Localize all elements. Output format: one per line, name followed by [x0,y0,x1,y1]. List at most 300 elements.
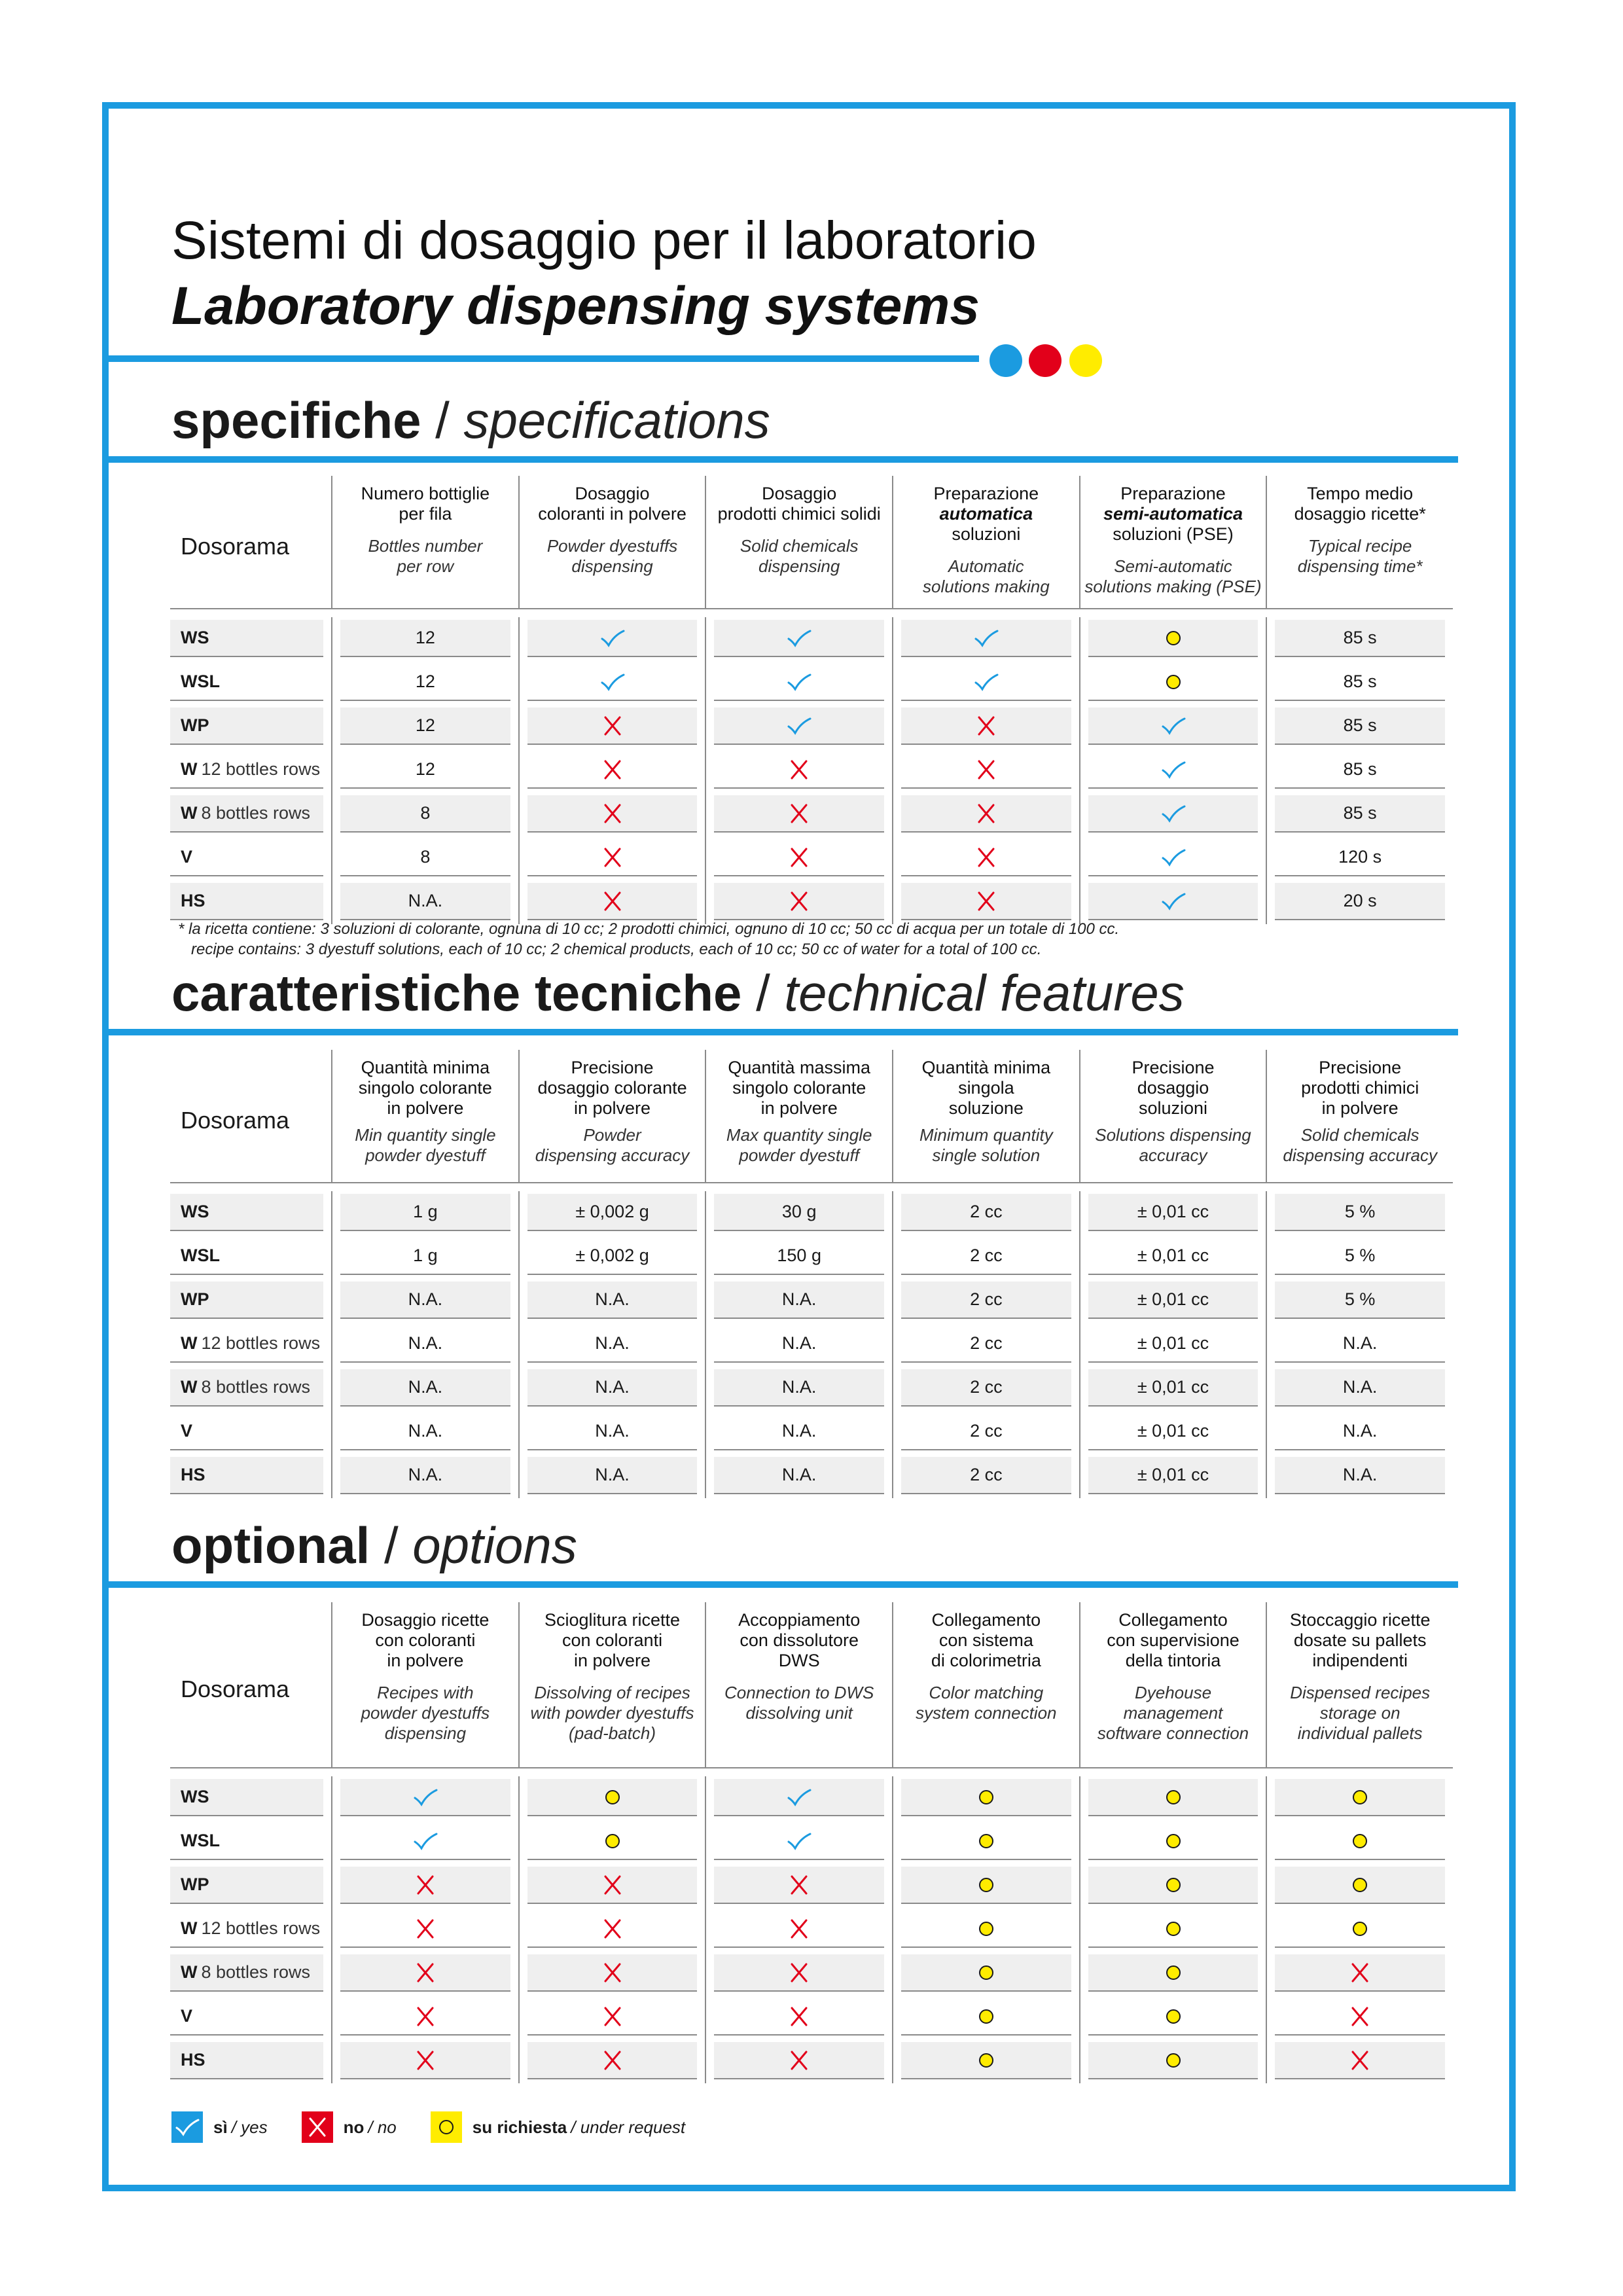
column-header [1266,1050,1453,1183]
cell-box [901,2042,1071,2079]
legend-item-req [431,2111,685,2143]
column-header [331,1050,518,1183]
cell-value: 2 cc [970,1246,1003,1265]
cell-box [340,1369,510,1407]
cell-value: N.A. [1342,1421,1378,1441]
column-header [892,476,1079,609]
table-cell [1266,1776,1453,1820]
table-row [170,1279,1453,1323]
header-gap [1084,545,1262,556]
column-header-it-line: automatica [939,504,1033,524]
header-gap [336,524,514,536]
title-english: Laboratory dispensing systems [171,276,980,336]
cell-box [527,883,698,920]
model-name: HS [181,891,205,910]
row-header-box [170,839,323,876]
cell-box [714,1910,884,1948]
column-header-en-line: accuracy [1139,1145,1207,1165]
circle-icon [1347,1918,1373,1939]
cell-box [1088,839,1258,876]
cell-box [1088,620,1258,657]
cell-value: 85 s [1343,715,1377,735]
table-row [170,1864,1453,1908]
column-header-en-line: Solid chemicals [740,536,859,556]
cell-box [901,751,1071,789]
check-icon [786,628,812,649]
cell-box [714,1823,884,1860]
legend-label-it: su richiesta [472,2117,567,2137]
cross-icon [412,2006,438,2027]
table-cell [331,1235,518,1279]
legend-swatch [171,2111,203,2143]
column-header-it-line: con sistema [938,1630,1033,1650]
cell-box [1275,1238,1445,1275]
table-cell [705,1908,892,1952]
cell-value: 12 [415,715,435,735]
table-row [170,1820,1453,1864]
table-cell [892,1410,1079,1454]
table-cell [1079,1367,1266,1410]
cell-box [901,1325,1071,1363]
cell-value: N.A. [408,1377,443,1397]
table-cell [331,793,518,836]
cell-box [1088,1413,1258,1450]
cross-icon [973,759,999,780]
cell-box [714,620,884,657]
column-header-it-line: semi-automatica [1103,504,1243,524]
cell-value: ± 0,002 g [575,1202,649,1221]
cell-box [340,620,510,657]
model-name: WSL [181,672,220,691]
cell-box [901,1238,1071,1275]
cell-box [1275,1954,1445,1992]
cell-value: N.A. [1342,1333,1378,1353]
cell-box [340,1910,510,1948]
cell-box [527,1954,698,1992]
row-header-box [170,1867,323,1904]
column-header [892,1050,1079,1183]
row-header [170,1776,331,1820]
table-cell [1266,1367,1453,1410]
check-icon [1160,759,1186,780]
row-header [170,1235,331,1279]
table-cell [892,1864,1079,1908]
column-header-it-line: Dosaggio [575,484,650,503]
table-row [170,1367,1453,1410]
circle-icon [599,1831,626,1852]
cell-value: ± 0,01 cc [1137,1202,1209,1221]
cross-icon [412,2050,438,2071]
cross-icon [786,2006,812,2027]
row-header-box [170,1413,323,1450]
table-cell [518,705,705,749]
column-header-it-line: Quantità massima [728,1058,870,1077]
circle-icon [1160,1874,1186,1895]
table-cell [331,1191,518,1235]
column-header [1266,476,1453,609]
model-name: WS [181,628,209,647]
table-cell [331,836,518,880]
cell-box [1088,795,1258,833]
table-cell [331,1410,518,1454]
cell-box [1088,1998,1258,2036]
cell-box [901,1457,1071,1494]
check-icon [1160,847,1186,868]
column-header-it-line: Collegamento [931,1610,1041,1630]
cell-box [340,1325,510,1363]
column-header-it-line: Preparazione [933,484,1039,503]
table-cell [705,617,892,661]
cell-box [527,1282,698,1319]
cell-value: 2 cc [970,1333,1003,1353]
cross-icon [412,1874,438,1895]
column-header-it-line: singolo colorante [732,1078,866,1098]
table-cell [705,836,892,880]
cell-value: N.A. [408,1333,443,1353]
table-cell [1266,1191,1453,1235]
header-gap [1271,1119,1449,1125]
cell-value: N.A. [408,1465,443,1484]
section-title-en: specifications [463,391,770,449]
model-name: V [181,1421,193,1441]
section-title-it: optional [171,1516,370,1574]
table-cell [892,1191,1079,1235]
cell-box [901,620,1071,657]
cell-box [1088,1823,1258,1860]
model-name: WSL [181,1831,220,1850]
column-header-en-line: Connection to DWS [724,1683,874,1702]
cell-value: 2 cc [970,1289,1003,1309]
table-cell [518,1952,705,1996]
table-cell [1266,1864,1453,1908]
cell-box [340,664,510,701]
table-cell [331,1864,518,1908]
table-cell [705,793,892,836]
column-header [518,1050,705,1183]
table-cell [518,1908,705,1952]
cell-value: 5 % [1344,1246,1376,1265]
column-header-en-line: Semi-automatic [1114,556,1232,576]
table-cell [518,2039,705,2083]
circle-icon [599,1787,626,1808]
cross-icon [786,1918,812,1939]
cell-value: ± 0,01 cc [1137,1333,1209,1353]
cell-box [1088,664,1258,701]
table-cell [892,836,1079,880]
cross-icon [786,759,812,780]
circle-icon [1160,628,1186,649]
table-cell [518,1776,705,1820]
table-row [170,793,1453,836]
circle-icon [973,2050,999,2071]
cell-box [714,1194,884,1231]
cell-value: N.A. [408,891,443,910]
cross-icon [412,1918,438,1939]
table-cell [331,1323,518,1367]
cell-value: 8 [420,803,431,823]
column-header-it-line: in polvere [760,1098,838,1118]
cross-icon [786,2050,812,2071]
cell-box [340,795,510,833]
cell-box [340,1457,510,1494]
cell-box [1275,1910,1445,1948]
cell-box [1275,839,1445,876]
model-name: HS [181,2050,205,2070]
column-header-it-line: Numero bottiglie [361,484,490,503]
table-cell [518,1323,705,1367]
column-header-en-line: individual pallets [1297,1723,1423,1743]
table-row [170,1908,1453,1952]
cross-icon [599,1962,626,1983]
table-cell [1079,617,1266,661]
column-header-it-line: DWS [778,1651,820,1670]
column-header-it-line: in polvere [573,1098,651,1118]
table-cell [518,836,705,880]
table-cell [518,1864,705,1908]
cell-box [901,708,1071,745]
column-header-en-line: Minimum quantity [919,1125,1053,1145]
table-cell [892,617,1079,661]
section-title-slash: / [421,391,464,449]
cell-box [1275,664,1445,701]
column-header-en-line: dispensing [384,1723,467,1743]
cell-box [527,1194,698,1231]
model-variant: 12 bottles rows [201,759,321,779]
cell-box [1275,1282,1445,1319]
row-header-box [170,1910,323,1948]
check-icon [599,628,626,649]
row-header [170,1323,331,1367]
cell-box [527,2042,698,2079]
check-icon [786,672,812,692]
table-row [170,880,1453,924]
cell-value: ± 0,01 cc [1137,1289,1209,1309]
column-header-en-line: powder dyestuffs [361,1703,490,1723]
cell-box [714,795,884,833]
cross-icon [1347,2050,1373,2071]
legend-label-en: / under request [571,2117,686,2137]
column-header-it-line: in polvere [1321,1098,1399,1118]
cell-value: N.A. [781,1289,817,1309]
cell-value: N.A. [595,1465,630,1484]
recipe-footnote [178,919,1119,960]
table-cell [1266,836,1453,880]
header-spacer [170,609,1453,617]
cross-icon [599,759,626,780]
column-header-en-line: solutions making (PSE) [1084,577,1262,596]
row-header-box [170,620,323,657]
cross-icon [973,715,999,736]
header-spacer [170,1768,1453,1776]
column-header-en-line: Color matching [929,1683,1044,1702]
column-header-it-line: della tintoria [1125,1651,1221,1670]
table-cell [331,1279,518,1323]
table-cell [1079,880,1266,924]
column-header-it-line: per fila [399,504,452,524]
table-cell [705,1454,892,1498]
table-cell [892,1952,1079,1996]
column-header-it-line: con coloranti [562,1630,663,1650]
cell-value: 85 s [1343,803,1377,823]
section-title-technical-features [171,963,1185,1022]
cell-box [1275,2042,1445,2079]
cell-box [340,1954,510,1992]
cell-box [340,1779,510,1816]
check-icon [412,1787,438,1808]
cell-box [340,1823,510,1860]
column-header-it-line: con coloranti [375,1630,476,1650]
header-gap [897,1671,1075,1683]
section-title-slash: / [370,1516,413,1574]
header-gap [524,524,702,536]
cell-box [527,795,698,833]
table-cell [518,617,705,661]
table-cell [331,1908,518,1952]
cell-value: N.A. [781,1377,817,1397]
cell-box [527,620,698,657]
table-cell [705,1367,892,1410]
column-header-it-line: soluzioni [952,524,1021,544]
header-spacer [170,1183,1453,1191]
cell-value: 8 [420,847,431,867]
cell-box [1088,2042,1258,2079]
cross-icon [304,2117,330,2138]
model-variant: 8 bottles rows [201,803,311,823]
column-header-en-line: dispensing [758,556,840,576]
column-header-it-line: Precisione [1132,1058,1215,1077]
table-cell [1079,1279,1266,1323]
column-header-en-line: per row [397,556,454,576]
cell-box [1088,1194,1258,1231]
column-header-it-line: coloranti in polvere [538,504,687,524]
cell-box [714,1325,884,1363]
model-name: W [181,1333,198,1353]
row-header-box [170,795,323,833]
table-cell [892,1323,1079,1367]
column-header-it-line: con supervisione [1107,1630,1240,1650]
column-header [705,1602,892,1768]
row-header-box [170,1194,323,1231]
header-row [170,476,1453,609]
table-cell [331,617,518,661]
legend-item-no [302,2111,397,2143]
cell-box [714,1238,884,1275]
cell-box [901,1282,1071,1319]
table-row [170,1235,1453,1279]
cell-box [340,1867,510,1904]
legend-label-it: no [343,2117,365,2137]
row-header [170,749,331,793]
table-cell [892,1908,1079,1952]
table-cell [518,661,705,705]
table-cell [1266,1820,1453,1864]
table-cell [892,1235,1079,1279]
row-header [170,1367,331,1410]
row-header-box [170,1369,323,1407]
table-row [170,1323,1453,1367]
model-name: WP [181,1289,209,1309]
cell-box [1088,751,1258,789]
cell-value: N.A. [595,1333,630,1353]
cell-box [901,1823,1071,1860]
cell-box [901,1867,1071,1904]
title-italian: Sistemi di dosaggio per il laboratorio [171,211,1037,270]
column-header-en-line: dispensing accuracy [535,1145,690,1165]
cell-box [714,1413,884,1450]
column-header-it-line: dosaggio colorante [537,1078,687,1098]
cell-box [1275,1779,1445,1816]
table-cell [1266,661,1453,705]
cell-value: 120 s [1338,847,1382,867]
cell-box [714,1867,884,1904]
options-table [170,1602,1453,2083]
cell-box [1275,883,1445,920]
section-title-it: specifiche [171,391,421,449]
table-cell [705,1776,892,1820]
column-header-it-line: Precisione [1319,1058,1402,1077]
cross-icon [786,803,812,824]
circle-icon [1160,1918,1186,1939]
cell-box [527,1998,698,2036]
circle-icon [1347,1874,1373,1895]
model-name: V [181,847,193,867]
cell-box [1275,1823,1445,1860]
table-cell [331,749,518,793]
row-header [170,1864,331,1908]
table-cell [1266,705,1453,749]
table-cell [331,661,518,705]
column-header-it-line: Preparazione [1120,484,1226,503]
table-row [170,661,1453,705]
cross-icon [599,715,626,736]
circle-icon [1160,672,1186,692]
cross-icon [973,847,999,868]
column-header-en-line: software connection [1097,1723,1249,1743]
circle-icon [1160,1787,1186,1808]
cell-box [1088,1325,1258,1363]
cross-icon [599,2050,626,2071]
cross-icon [599,2006,626,2027]
cell-value: 2 cc [970,1377,1003,1397]
model-name: HS [181,1465,205,1484]
cell-value: ± 0,01 cc [1137,1465,1209,1484]
cell-box [1275,1998,1445,2036]
header-gap [336,1671,514,1683]
column-header-en-line: Typical recipe [1308,536,1412,556]
cell-box [901,1954,1071,1992]
model-name: W [181,1377,198,1397]
column-header [705,1050,892,1183]
cell-box [1088,1457,1258,1494]
table-cell [1079,1820,1266,1864]
model-name: WS [181,1202,209,1221]
cell-box [1088,1369,1258,1407]
cross-icon [786,891,812,912]
cell-value: 85 s [1343,628,1377,647]
table-cell [1079,1864,1266,1908]
column-header-en-line: solutions making [923,577,1050,596]
column-header-it-line: indipendenti [1312,1651,1408,1670]
table-cell [1079,1191,1266,1235]
column-header-it-line: Dosaggio ricette [361,1610,490,1630]
column-header-it-line: in polvere [573,1651,651,1670]
column-header-en-line: Min quantity single [355,1125,496,1145]
row-header [170,1820,331,1864]
corner-label: Dosorama [170,476,331,609]
column-header-en-line: Recipes with [377,1683,474,1702]
cell-box [1275,1194,1445,1231]
cross-icon [599,847,626,868]
